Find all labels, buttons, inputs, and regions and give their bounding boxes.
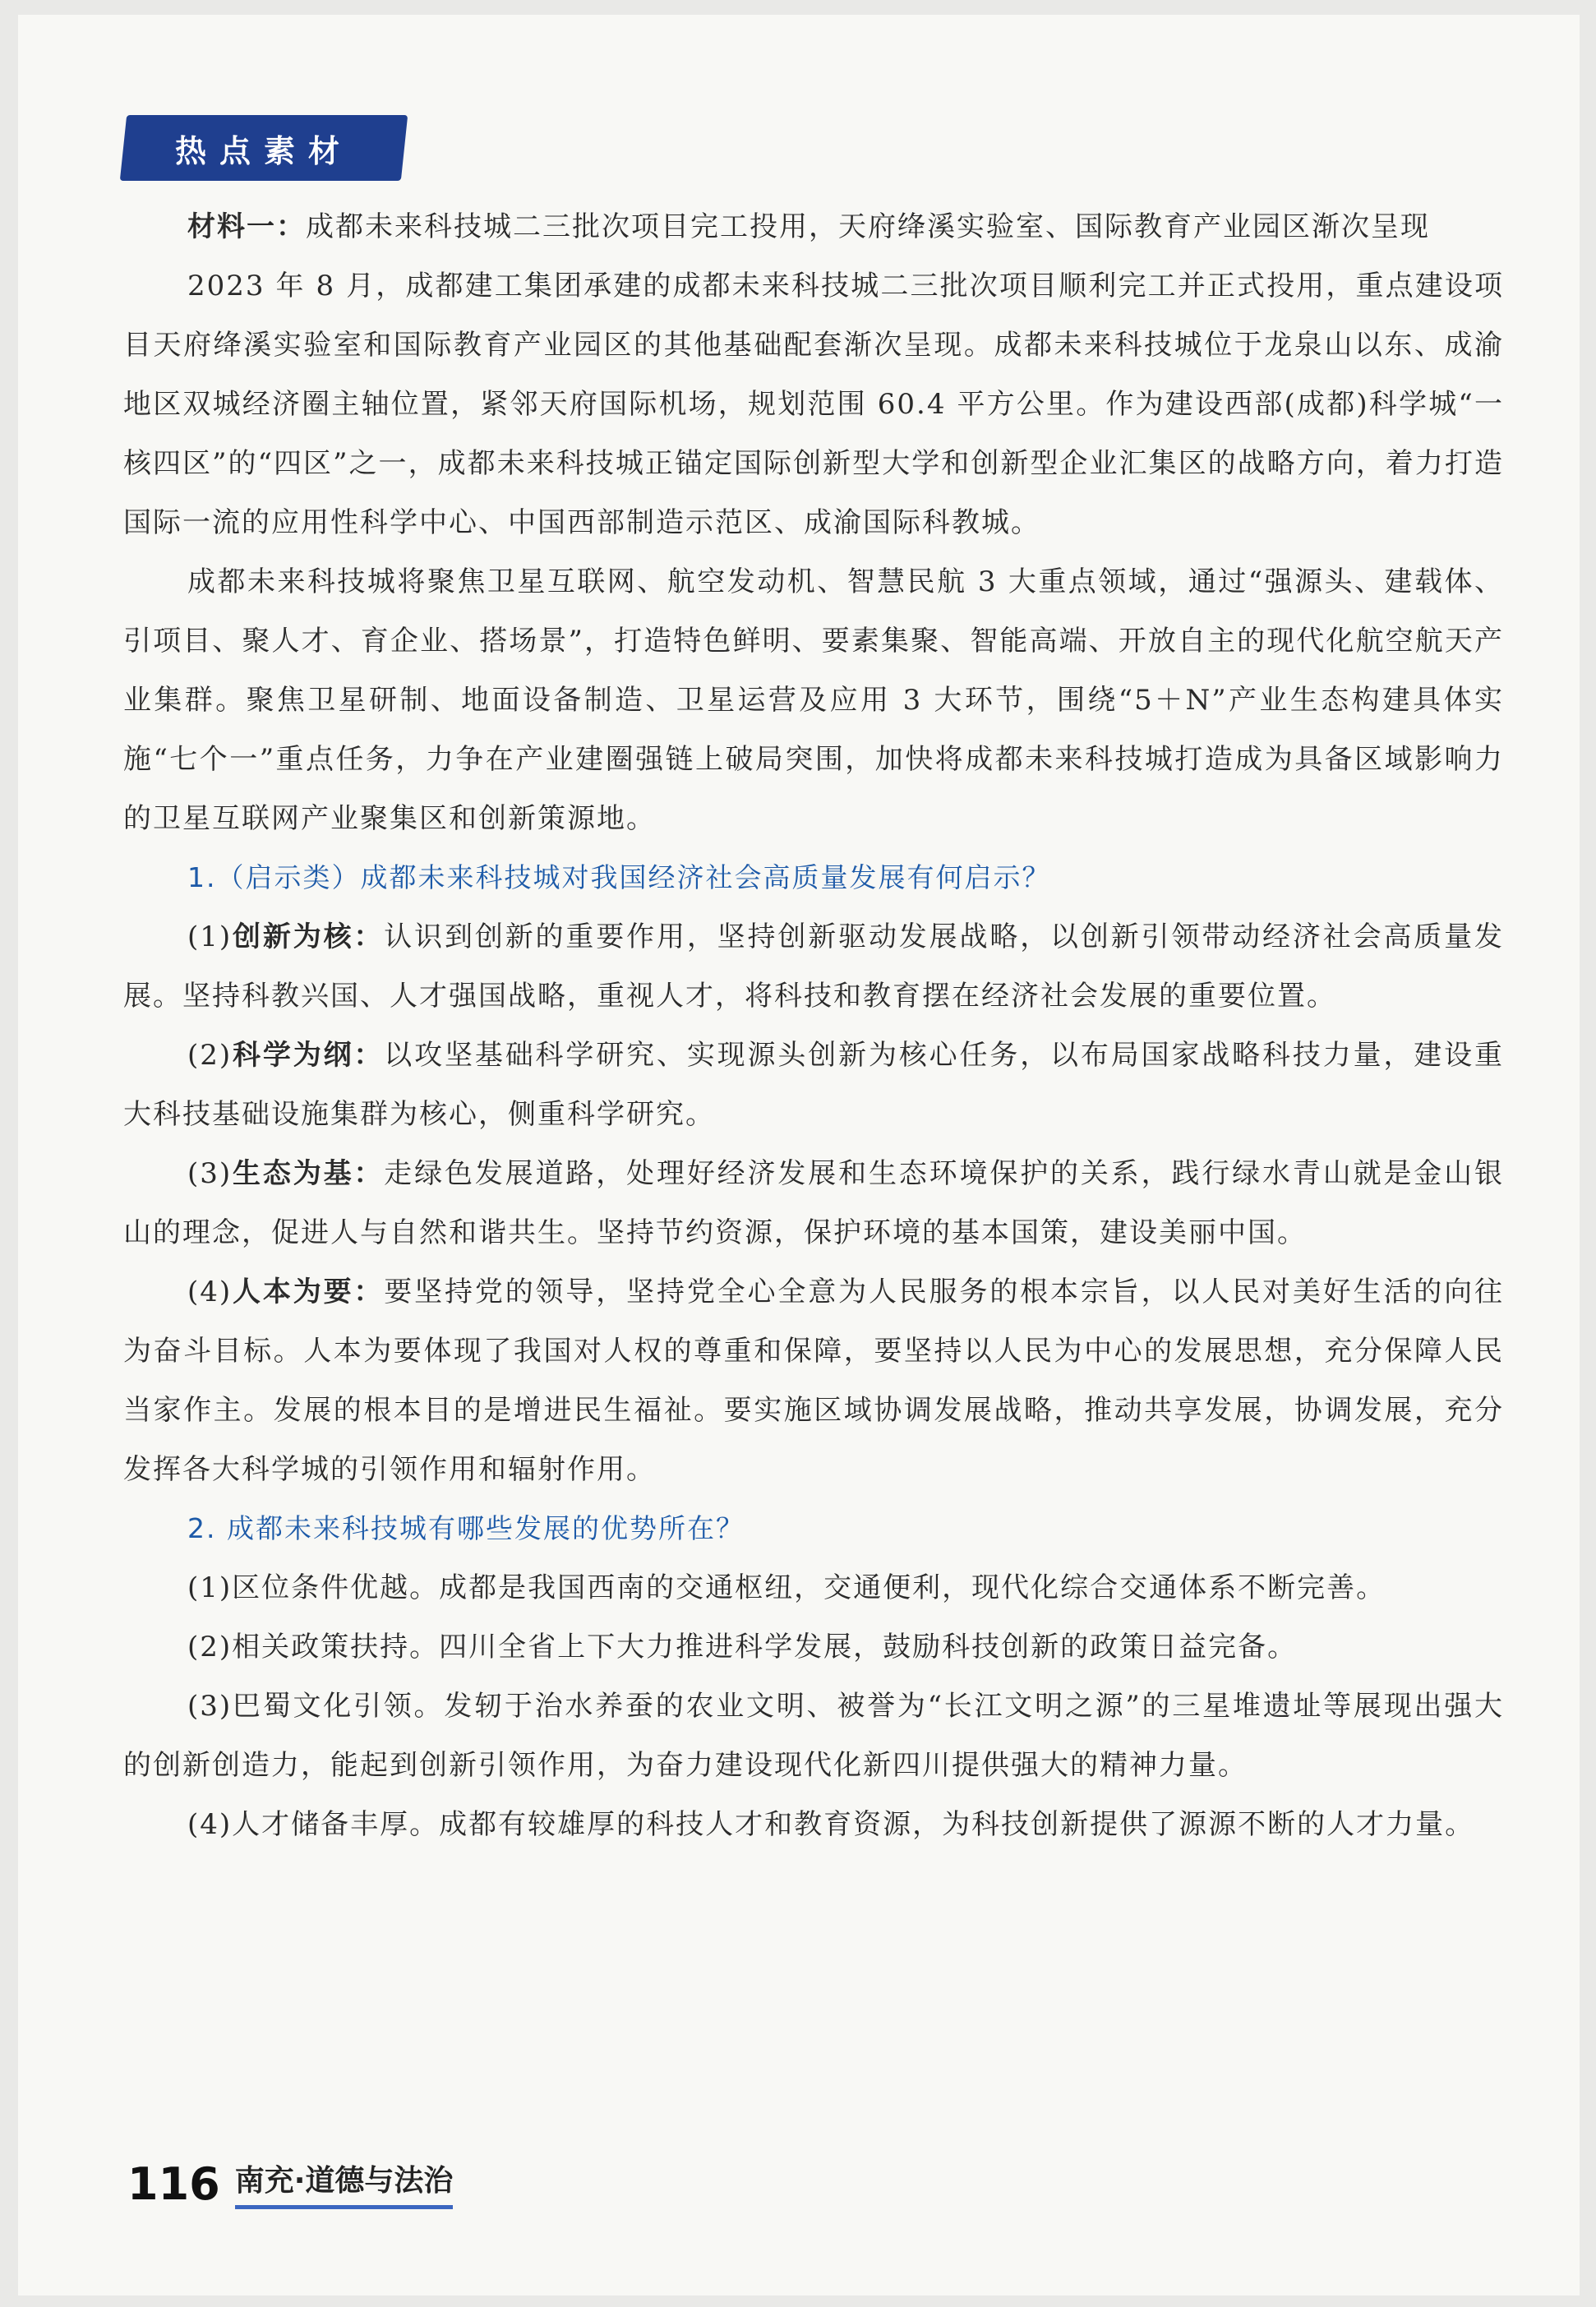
question-1-title: 1.（启示类）成都未来科技城对我国经济社会高质量发展有何启示？ — [187, 861, 1051, 893]
question-2-item-2: (2)相关政策扶持。四川全省上下大力推进科学发展，鼓励科技创新的政策日益完备。 — [187, 1631, 1298, 1663]
material-title-label: 材料一： — [187, 210, 306, 243]
question-1-item-2 — [123, 1026, 1504, 1144]
item-text: 走绿色发展道路，处理好经济发展和生态环境保护的关系，践行绿水青山就是金山银山的理念，促进人与自然和谐共生。坚持节约资源，保护环境的基本国策，建设美丽中国。 — [123, 1157, 1505, 1249]
item-number: (3) — [187, 1157, 233, 1190]
item-keyword: 人本为要： — [232, 1276, 385, 1308]
item-text: 以攻坚基础科学研究、实现源头创新为核心任务，以布局国家战略科技力量，建设重大科技基础设施集群为核心，侧重科学研究。 — [123, 1039, 1505, 1131]
page-footer — [127, 2152, 453, 2209]
question-1-item-1 — [123, 907, 1504, 1026]
question-2-title: 2. 成都未来科技城有哪些发展的优势所在？ — [187, 1512, 745, 1544]
item-keyword: 创新为核： — [232, 920, 385, 953]
hot-topic-badge-label: 热点素材 — [174, 132, 353, 169]
material-title — [123, 197, 1504, 256]
question-2-item-4: (4)人才储备丰厚。成都有较雄厚的科技人才和教育资源，为科技创新提供了源源不断的人才力量。 — [187, 1808, 1475, 1841]
item-number: (2) — [187, 1039, 233, 1072]
material-title-text: 成都未来科技城二三批次项目完工投用，天府绛溪实验室、国际教育产业园区渐次呈现 — [306, 210, 1430, 243]
page-number: 116 — [127, 2158, 220, 2210]
item-keyword: 生态为基： — [232, 1157, 385, 1190]
question-2-item-1: (1)区位条件优越。成都是我国西南的交通枢纽，交通便利，现代化综合交通体系不断完善。 — [187, 1571, 1386, 1604]
material-paragraph-1: 2023 年 8 月，成都建工集团承建的成都未来科技城二三批次项目顺利完工并正式投用，重点建设项目天府绛溪实验室和国际教育产业园区的其他基础配套渐次呈现。成都未来科技城位于龙泉山以东、成渝地区双城经济圈主轴位置，紧邻天府国际机场，规划范围 60.4 平方公里。作为建设西部(成都)科学城“一核四区”的“四区”之一，成都未来科技城正锚定国际创新型大学和创新型企业汇集区的战略方向，着力打造国际一流的应用性科学中心、中国西部制造示范区、成渝国际科教城。 — [123, 270, 1504, 539]
item-number: (1) — [187, 920, 233, 953]
item-keyword: 科学为纲： — [232, 1039, 385, 1072]
question-1-item-4 — [123, 1262, 1504, 1499]
question-1-item-3 — [123, 1144, 1504, 1262]
material-paragraph-2: 成都未来科技城将聚焦卫星互联网、航空发动机、智慧民航 3 大重点领域，通过“强源头、建载体、引项目、聚人才、育企业、搭场景”，打造特色鲜明、要素集聚、智能高端、开放自主的现代化航空航天产业集群。聚焦卫星研制、地面设备制造、卫星运营及应用 3 大环节，围绕“5＋N”产业生态构建具体实施“七个一”重点任务，力争在产业建圈强链上破局突围，加快将成都未来科技城打造成为具备区域影响力的卫星互联网产业聚集区和创新策源地。 — [123, 565, 1504, 835]
item-text: 要坚持党的领导，坚持党全心全意为人民服务的根本宗旨，以人民对美好生活的向往为奋斗目标。人本为要体现了我国对人权的尊重和保障，要坚持以人民为中心的发展思想，充分保障人民当家作主。发展的根本目的是增进民生福祉。要实施区域协调发展战略，推动共享发展，协调发展，充分发挥各大科学城的引领作用和辐射作用。 — [123, 1276, 1505, 1486]
book-label: 南充·道德与法治 — [235, 2161, 454, 2209]
content — [123, 197, 1504, 1854]
item-text: 认识到创新的重要作用，坚持创新驱动发展战略，以创新引领带动经济社会高质量发展。坚持科教兴国、人才强国战略，重视人才，将科技和教育摆在经济社会发展的重要位置。 — [123, 920, 1505, 1013]
item-number: (4) — [187, 1276, 233, 1308]
hot-topic-badge — [120, 115, 408, 181]
question-2-item-3: (3)巴蜀文化引领。发轫于治水养蚕的农业文明、被誉为“长江文明之源”的三星堆遗址等展现出强大的创新创造力，能起到创新引领作用，为奋力建设现代化新四川提供强大的精神力量。 — [123, 1690, 1504, 1782]
